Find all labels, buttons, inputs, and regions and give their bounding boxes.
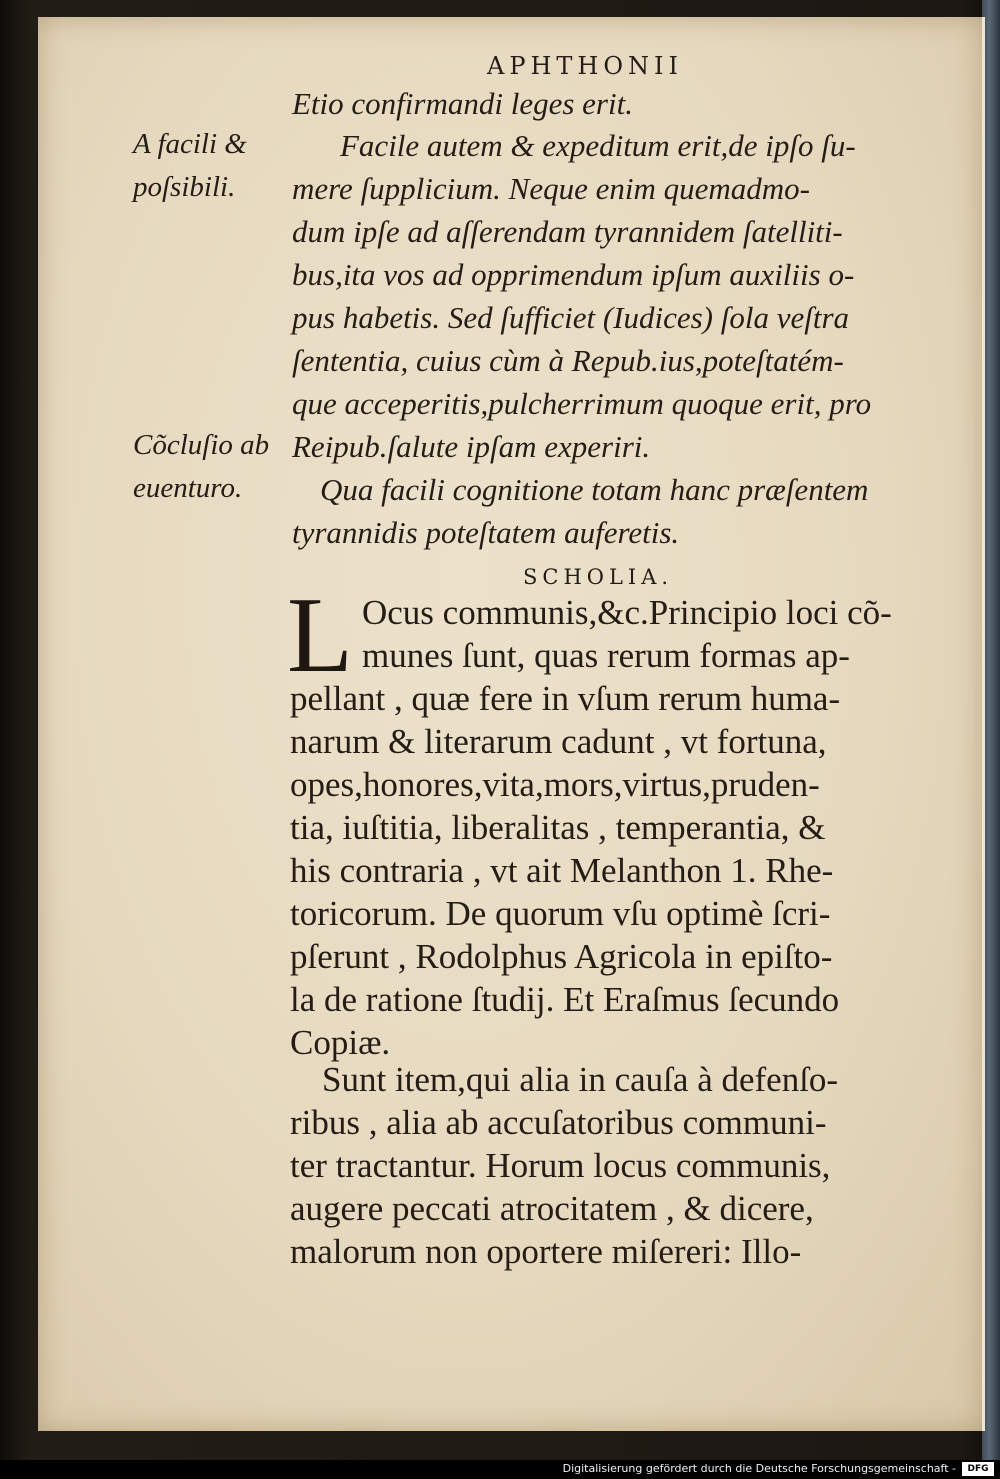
text-line: opes,honores,vita,mors,virtus,pruden- xyxy=(290,765,820,804)
text-line: pellant , quæ fere in vſum rerum huma- xyxy=(290,679,841,718)
text-line: que acceperitis,pulcherrimum quoque erit, pro xyxy=(292,386,872,421)
text-line: bus,ita vos ad opprimendum ipſum auxiliis o- xyxy=(292,257,855,292)
text-line: Ocus communis,&c.Principio loci cõ- xyxy=(362,593,892,632)
text-line: Etio confirmandi leges erit. xyxy=(292,86,633,121)
margin-note: Cõcluſio ab xyxy=(133,429,270,461)
text-line: ribus , alia ab accuſatoribus communi- xyxy=(290,1103,827,1142)
text-line: narum & literarum cadunt , vt fortuna, xyxy=(290,722,827,761)
margin-note: A facili & xyxy=(133,128,247,160)
text-line: tia, iuſtitia, liberalitas , temperantia, & xyxy=(290,808,826,847)
text-line: toricorum. De quorum vſu optimè ſcri- xyxy=(290,894,831,933)
text-line: Qua facili cognitione totam hanc præſentem xyxy=(320,472,869,507)
text-line: Copiæ. xyxy=(290,1023,391,1062)
text-line: Facile autem & expeditum erit,de ipſo ſu- xyxy=(340,128,856,163)
text-line: tyrannidis poteſtatem auferetis. xyxy=(292,515,680,550)
digitization-footer xyxy=(0,1460,1000,1479)
text-line: mere ſupplicium. Neque enim quemadmo- xyxy=(292,171,810,206)
text-line: la de ratione ſtudij. Et Eraſmus ſecundo xyxy=(290,980,840,1019)
margin-note: poſsibili. xyxy=(133,171,236,203)
text-line: munes ſunt, quas rerum formas ap- xyxy=(362,636,850,675)
text-line: ſententia, cuius cùm à Repub.ius,poteſtatém- xyxy=(292,343,844,378)
text-line: pus habetis. Sed ſufficiet (Iudices) ſola veſtra xyxy=(292,300,850,335)
funding-credit: Digitalisierung gefördert durch die Deutsche Forschungsgemeinschaft - xyxy=(562,1462,956,1475)
margin-note: euenturo. xyxy=(133,472,243,504)
text-line: Sunt item,qui alia in cauſa à defenſo- xyxy=(322,1060,839,1099)
text-line: augere peccati atrocitatem , & dicere, xyxy=(290,1189,814,1228)
text-line: Reipub.ſalute ipſam experiri. xyxy=(292,429,651,464)
text-line: malorum non oportere miſereri: Illo- xyxy=(290,1232,802,1271)
drop-cap-initial: L xyxy=(287,576,353,695)
text-line: dum ipſe ad aſſerendam tyrannidem ſatelliti- xyxy=(292,214,843,249)
text-line: ter tractantur. Horum locus communis, xyxy=(290,1146,831,1185)
text-line: pſerunt , Rodolphus Agricola in epiſto- xyxy=(290,937,833,976)
running-head: APHTHONII xyxy=(487,52,683,80)
dfg-logo: DFG xyxy=(962,1462,994,1476)
text-line: his contraria , vt ait Melanthon 1. Rhe- xyxy=(290,851,834,890)
scholia-heading: SCHOLIA. xyxy=(523,565,674,589)
